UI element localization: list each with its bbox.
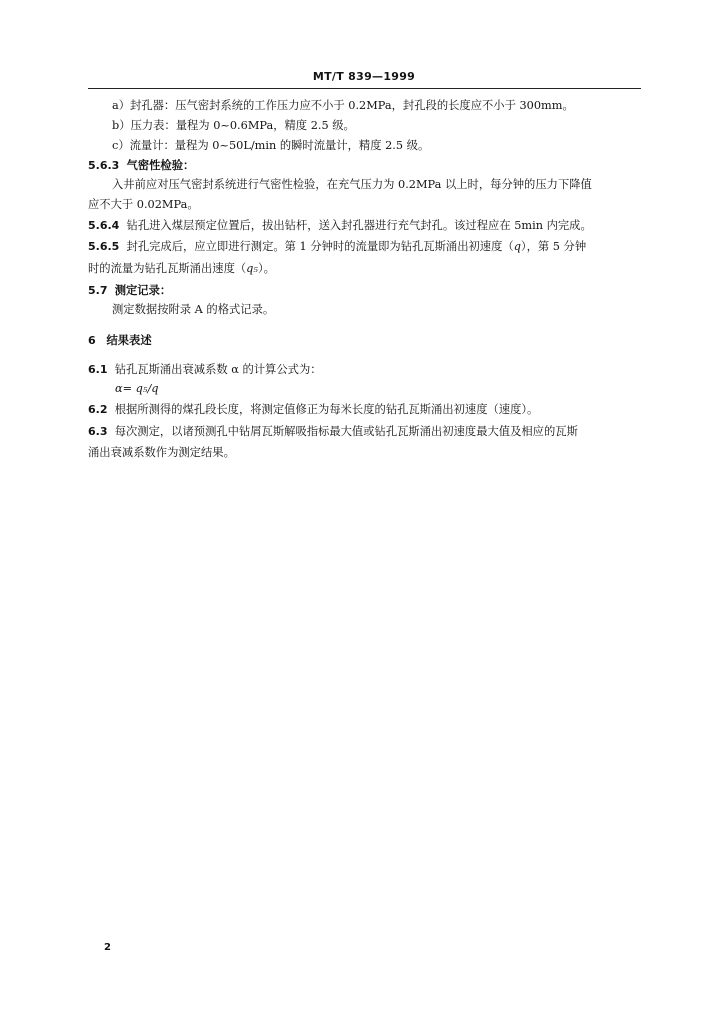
symbol-q5: q₅ [246,262,258,275]
header-rule [88,88,641,89]
symbol-q: q [513,240,521,253]
item-a-sealer: a）封孔器：压气密封系统的工作压力应不小于 0.2MPa，封孔段的长度应不小于 300mm。 [112,99,574,112]
section-title: 结果表述 [106,333,152,347]
document-code-header: MT/T 839—1999 [312,70,416,83]
attenuation-formula: α= q₅/q [115,382,159,395]
section-number: 6 [88,334,96,347]
clause-text: 封孔完成后，应立即进行测定。第 1 分钟时的流量即为钻孔瓦斯涌出初速度（ [126,240,514,253]
clause-6-3-line1 [88,424,578,439]
clause-text: ），第 5 分钟 [520,240,587,253]
clause-number: 5.6.5 [88,240,120,253]
clause-6-2 [88,402,538,417]
clause-number: 6.3 [88,425,108,438]
clause-6-1 [88,362,322,377]
item-c-flowmeter: c）流量计：量程为 0~50L/min 的瞬时流量计，精度 2.5 级。 [112,139,430,152]
clause-number: 5.6.3 [88,159,120,172]
clause-text: ）。 [257,262,275,275]
clause-text: 每次测定，以诸预测孔中钻屑瓦斯解吸指标最大值或钻孔瓦斯涌出初速度最大值及相应的瓦斯 [114,425,578,438]
clause-5-7-heading [88,283,171,298]
clause-number: 6.1 [88,363,108,376]
clause-number: 5.6.4 [88,219,120,232]
clause-text: 钻孔瓦斯涌出衰减系数 α 的计算公式为： [114,363,322,376]
clause-title: 气密性检验： [126,158,195,172]
clause-5-6-5-line2 [88,261,275,276]
clause-5-6-5-line1 [88,239,586,254]
item-b-pressure-gauge: b）压力表：量程为 0~0.6MPa，精度 2.5 级。 [112,119,355,132]
clause-number: 6.2 [88,403,108,416]
clause-5-7-text: 测定数据按附录 A 的格式记录。 [112,303,275,316]
section-6-heading [88,333,152,348]
clause-title: 测定记录： [114,283,172,297]
page-number: 2 [104,942,111,953]
clause-text: 时的流量为钻孔瓦斯涌出速度（ [88,262,247,275]
clause-5-6-3-heading [88,158,194,173]
clause-5-6-3-text-line1: 入井前应对压气密封系统进行气密性检验，在充气压力为 0.2MPa 以上时，每分钟的压力下降值 [112,178,592,191]
clause-text: 钻孔进入煤层预定位置后，拔出钻杆，送入封孔器进行充气封孔。该过程应在 5min 内完成。 [126,219,592,232]
clause-number: 5.7 [88,284,108,297]
clause-5-6-3-text-line2: 应不大于 0.02MPa。 [88,198,199,211]
clause-6-3-line2: 涌出衰减系数作为测定结果。 [88,446,235,459]
clause-5-6-4 [88,218,592,233]
clause-text: 根据所测得的煤孔段长度，将测定值修正为每米长度的钻孔瓦斯涌出初速度（速度）。 [114,403,539,416]
